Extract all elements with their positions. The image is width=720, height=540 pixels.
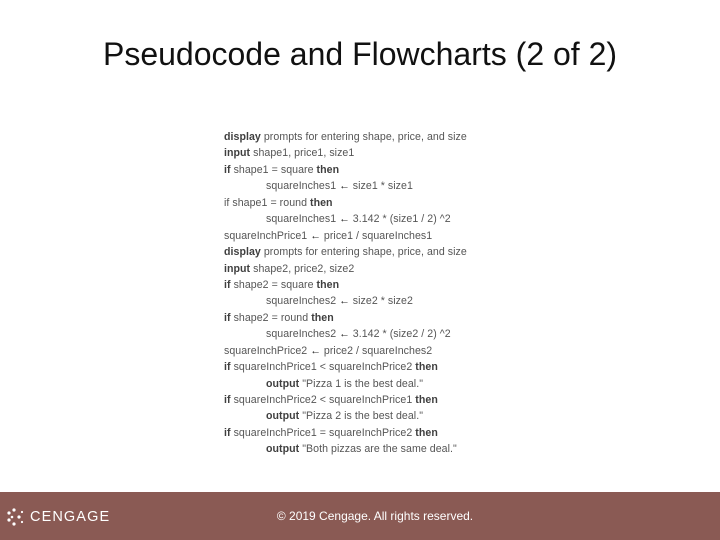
keyword: output: [266, 377, 300, 390]
code-text: shape1, price1, size1: [250, 147, 355, 160]
keyword: then: [310, 196, 333, 209]
keyword: if: [224, 394, 231, 406]
code-text: 3.142 * (size1 / 2) ^2: [349, 213, 451, 226]
code-text: price2 / squareInches2: [320, 344, 433, 357]
code-text: "Pizza 1 is the best deal.": [299, 377, 424, 390]
pseudocode-line: [224, 408, 504, 424]
keyword: if: [224, 163, 231, 176]
pseudocode-line: [224, 376, 504, 392]
keyword: output: [266, 443, 300, 456]
logo-text: CENGAGE: [30, 509, 111, 525]
pseudocode-line: [224, 359, 504, 375]
pseudocode-line: [224, 425, 504, 441]
pseudocode-line: [224, 178, 504, 194]
pseudocode-line: [224, 392, 504, 408]
keyword: display: [224, 246, 261, 259]
keyword: then: [415, 394, 438, 406]
pseudocode-line: [224, 277, 504, 293]
pseudocode-line: [224, 310, 504, 326]
code-text: squareInchPrice1: [224, 229, 311, 242]
assign-arrow-icon: ←: [339, 180, 350, 193]
code-text: "Both pizzas are the same deal.": [299, 443, 457, 456]
footer-bar: [0, 492, 720, 540]
code-text: squareInches1: [266, 180, 340, 193]
keyword: input: [224, 262, 251, 275]
pseudocode-line: [224, 195, 504, 211]
assign-arrow-icon: ←: [310, 344, 321, 357]
code-text: prompts for entering shape, price, and size: [260, 131, 467, 143]
code-text: shape1 = square: [230, 163, 317, 176]
code-text: "Pizza 2 is the best deal.": [299, 410, 424, 423]
code-text: squareInches2: [266, 295, 340, 308]
pseudocode-line: [224, 228, 504, 244]
code-text: shape2 = round: [230, 311, 312, 324]
keyword: if: [224, 311, 231, 324]
assign-arrow-icon: ←: [339, 328, 350, 341]
keyword: output: [266, 410, 300, 423]
pseudocode-line: [224, 145, 504, 161]
code-text: squareInches1: [266, 213, 340, 226]
code-text: 3.142 * (size2 / 2) ^2: [349, 328, 451, 341]
keyword: then: [311, 311, 334, 324]
assign-arrow-icon: ←: [339, 213, 350, 226]
code-text: squareInchPrice2 < squareInchPrice1: [230, 394, 416, 406]
copyright-text: © 2019 Cengage. All rights reserved.: [276, 509, 474, 523]
pseudocode-line: [224, 129, 504, 145]
keyword: then: [415, 426, 438, 439]
keyword: if: [224, 426, 231, 439]
assign-arrow-icon: ←: [310, 229, 321, 242]
pseudocode-block: [224, 129, 504, 458]
keyword: display: [224, 131, 261, 143]
pseudocode-line: [224, 162, 504, 178]
code-text: size2 * size2: [349, 295, 413, 308]
pseudocode-line: [224, 326, 504, 342]
pseudocode-line: [224, 211, 504, 227]
pseudocode-line: [224, 343, 504, 359]
keyword: if: [224, 361, 231, 374]
code-text: shape2, price2, size2: [250, 262, 355, 275]
keyword: then: [316, 278, 340, 291]
assign-arrow-icon: ←: [339, 295, 350, 308]
code-text: shape2 = square: [230, 278, 317, 291]
code-text: size1 * size1: [349, 180, 413, 193]
pseudocode-line: [224, 261, 504, 277]
code-text: squareInchPrice1 = squareInchPrice2: [230, 426, 416, 439]
code-text: squareInchPrice2: [224, 344, 311, 357]
pseudocode-line: [224, 441, 504, 457]
slide-title: Pseudocode and Flowcharts (2 of 2): [102, 36, 618, 72]
code-text: squareInchPrice1 < squareInchPrice2: [230, 361, 416, 374]
pseudocode-line: [224, 293, 504, 309]
keyword: then: [316, 163, 340, 176]
pseudocode-line: [224, 244, 504, 260]
code-text: price1 / squareInches1: [320, 229, 433, 242]
keyword: input: [224, 147, 251, 160]
code-text: if shape1 = round: [224, 196, 311, 209]
keyword: if: [224, 278, 231, 291]
code-text: squareInches2: [266, 328, 340, 341]
keyword: then: [415, 361, 438, 374]
code-text: prompts for entering shape, price, and size: [260, 246, 467, 259]
